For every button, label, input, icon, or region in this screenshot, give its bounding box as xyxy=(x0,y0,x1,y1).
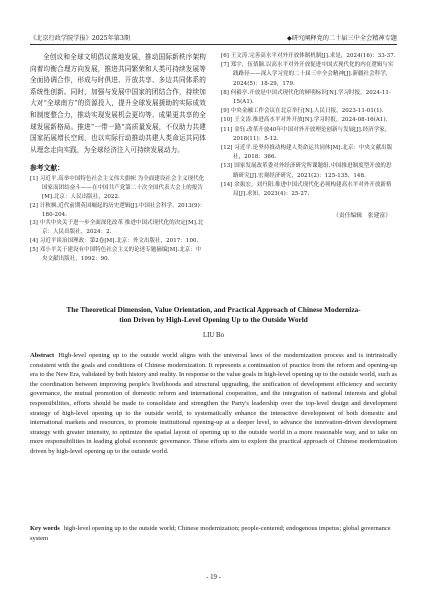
right-column xyxy=(221,52,397,278)
header-rule xyxy=(30,44,397,45)
reference-item: [11] 金钰.改革开放40年中国对外开放理论创新与发展[J].经济学家，2018(11)：5-12. xyxy=(221,126,391,142)
reference-item: [6] 王文涛.完善高水平对外开放体制机制[J].求是，2024(16)：33-37. xyxy=(221,53,396,59)
reference-item: [7] 郑宇，伍倩颖.以高水平对外开放促进中国式现代化的内在逻辑与实践路径——深入学习党的二十届三中全会精神[J].新疆社会科学，2024(5)：18-29，179. xyxy=(221,62,394,87)
reference-item: [14] 余振宏，刘丹阳.推进中国式现代化必须构建高水平对外开放新格局[J].求知，2023(4)：25-27. xyxy=(221,181,392,198)
english-abstract xyxy=(30,351,397,457)
reference-item: [8] 何毅亭.开放是中国式现代化的鲜明标识[N].学习时报，2024-11-15(A1). xyxy=(221,89,391,106)
page-number: - 19 - xyxy=(206,574,221,581)
reference-item: [10] 王文涛.推进高水平对外开放[N].学习时报，2024-08-16(A1). xyxy=(221,117,388,124)
abstract-text: High-level opening up to the outside world aligns with the universal laws of the modernization process and is intrinsically consistent with the goals and conditions of Chinese modernization. It represents a continuation of practice from the reform and opening-up era to the New Era, validated by both history and reality. In response to the value goals in high-level opening up to the outside world, such as the coordination between improving people's livelihoods and structural upgrading, the unification of development efficiency and security governance, the mutual promotion of domestic reform and international cooperation, and the integration of national interests and global responsibilities, efforts should be made to consolidate and strengthen the Party's leadership over the top-level design and development strategy of high-level opening up to the outside world, to systematically enhance the interactive development of both domestic and international markets and resources, to promote institutional opening-up at a deeper level, to advance the innovation-driven development strategy with greater intensity, to optimize the spatial layout of opening up to the outside world in a more reasonable way, and to take on more responsibilities in leading global economic governance. These efforts aim to explore the practical approach of Chinese modernization driven by high-level opening up to the outside world. xyxy=(30,352,397,455)
english-title-line: tion Driven by High-Level Opening Up to the Outside World xyxy=(119,315,308,324)
running-header xyxy=(30,30,397,42)
english-title xyxy=(30,305,397,325)
reference-item: [12] 习近平.论坚持推动构建人类命运共同体[M].北京：中央文献出版社，2018：366. xyxy=(221,145,393,161)
reference-item: [1] 习近平.高举中国特色社会主义伟大旗帜 为全面建设社会主义现代化国家而团结奋斗——在中国共产党第二十次全国代表大会上的报告[M].北京：人民出版社，2022. xyxy=(30,176,205,200)
abstract-label: Abstract xyxy=(30,352,55,359)
keywords-text: high-level opening up to the outside world; Chinese modernization; people-centered; endogenous impetus; global governance system xyxy=(30,525,391,542)
section-header: ◆研究阐释党的二十届三中全会精神专题 xyxy=(287,35,397,42)
reference-item: [5] 邓小平关于建设有中国特色社会主义的论述专题摘编[M].北京：中央文献出版社，1992：90. xyxy=(30,246,202,262)
english-title-line: The Theoretical Dimension, Value Orientation, and Practical Approach of Chinese Moderniza- xyxy=(66,305,361,314)
two-column-body xyxy=(30,52,397,278)
left-column xyxy=(30,52,206,278)
reference-list-left xyxy=(30,175,206,263)
journal-header: 《北京行政学院学报》2025年第3期 xyxy=(30,35,131,42)
reference-item: [2] 计秋枫.近代前期英国崛起的历史逻辑[J].中国社会科学，2013(9)：180-204. xyxy=(30,202,206,218)
reference-item: [9] 中央金融工作会议在北京举行[N].人民日报，2023-11-01(1). xyxy=(221,108,384,115)
reference-list-right xyxy=(221,52,397,199)
english-author: LIU Bo xyxy=(203,332,224,339)
reference-item: [4] 习近平谈治国理政：第2卷[M].北京：外文出版社，2017：100. xyxy=(30,237,199,244)
reference-item: [13] 国家发展改革委对外经济研究所课题组.中国推进制度型开放的思路研究[J].宏观经济研究，2021(2)：125-135，148. xyxy=(221,163,392,179)
references-title: 参考文献： xyxy=(30,164,64,173)
english-keywords xyxy=(30,524,397,543)
body-paragraph: 全创议和全球文明倡议落地发展，推动国际新秩序架构向着均衡合理方向发展，推进共同繁荣和人类可持续发展等全面协调合作，形成与时俱进、开放共享、多边共同体系的系统性创新。同时，加强与发展中国家的团结合作，持续加大对“全球南方”的资源投入，提升全球发展援助的实际成效和制度整合力，推动实现发展机会更均等、成果更共享的全球发展新格局。推进“一带一路”高质量发展，不仅助力共建国家拓展增长空间，也以实际行动推动共建人类命运共同体从理念走向实践，为全球经济注入可持续发展动力。 xyxy=(30,53,206,154)
responsible-editor: （责任编辑 张建富） xyxy=(333,213,391,220)
keywords-label: Key words xyxy=(30,525,60,532)
reference-item: [3] 中共中央关于进一步全面深化改革 推进中国式现代化的决定[M].北京：人民出版社，2024：2. xyxy=(30,220,204,236)
